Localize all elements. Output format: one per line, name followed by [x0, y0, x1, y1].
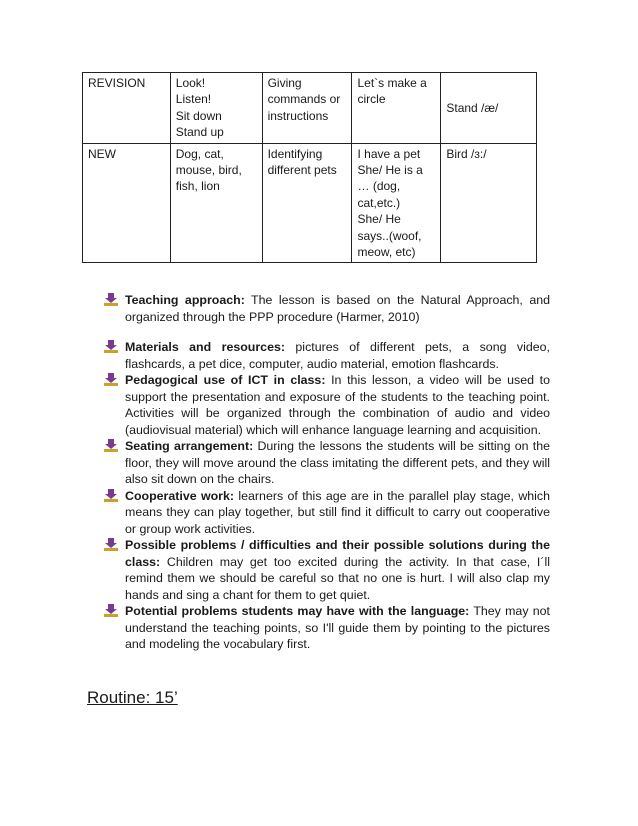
arrow-bullet-icon [104, 439, 118, 452]
list-item: Seating arrangement: During the lessons the students will be sitting on the floor, they will move around the class imitating the different pets, and they will also sit down on the chairs. [104, 438, 550, 488]
function-cell: Giving commands or instructions [262, 73, 352, 144]
language-cell: I have a pet She/ He is a … (dog, cat,etc.) She/ He says..(woof, meow, etc) [352, 143, 441, 263]
content-cell: Look! Listen! Sit down Stand up [170, 73, 262, 144]
arrow-bullet-icon [104, 340, 118, 353]
arrow-bullet-icon [104, 293, 118, 306]
table-row-revision [83, 73, 537, 144]
arrow-bullet-icon [104, 489, 118, 502]
content-cell: Dog, cat, mouse, bird, fish, lion [170, 143, 262, 263]
list-item: Potential problems students may have with the language: They may not understand the teaching points, so I'll guide them by pointing to the pictures and modeling the vocabulary first. [104, 603, 550, 653]
stage-cell: NEW [83, 143, 171, 263]
routine-heading: Routine: 15’ [87, 688, 178, 707]
list-item: Pedagogical use of ICT in class: In this lesson, a video will be used to support the presentation and exposure of the students to the teaching point. Activities will be organized through the combination of audio and video (audiovisual material) which will enhance language learning and acquisition. [104, 372, 550, 438]
table-row-new [83, 143, 537, 263]
phonology-cell: Stand /æ/ [441, 73, 537, 144]
list-item: Cooperative work: learners of this age are in the parallel play stage, which means they can play together, but still find it difficult to carry out cooperative or group work activities. [104, 488, 550, 538]
lesson-stages-table [82, 72, 537, 263]
stage-cell: REVISION [83, 73, 171, 144]
list-item: Materials and resources: pictures of different pets, a song video, flashcards, a pet dice, computer, audio material, emotion flashcards. [104, 339, 550, 372]
language-cell: Let`s make a circle [352, 73, 441, 144]
phonology-cell: Bird /ɜ:/ [441, 143, 537, 263]
arrow-bullet-icon [104, 604, 118, 617]
arrow-bullet-icon [104, 538, 118, 551]
list-item: Possible problems / difficulties and their possible solutions during the class: Children may get too excited during the activity. In that case, I´ll remind them we should be careful so that no one is hurt. I will also clap my hands and sing a chant for them to get quiet. [104, 537, 550, 603]
arrow-bullet-icon [104, 373, 118, 386]
lesson-details-list [104, 292, 550, 653]
list-item: Teaching approach: The lesson is based on the Natural Approach, and organized through the PPP procedure (Harmer, 2010) [104, 292, 550, 325]
function-cell: Identifying different pets [262, 143, 352, 263]
